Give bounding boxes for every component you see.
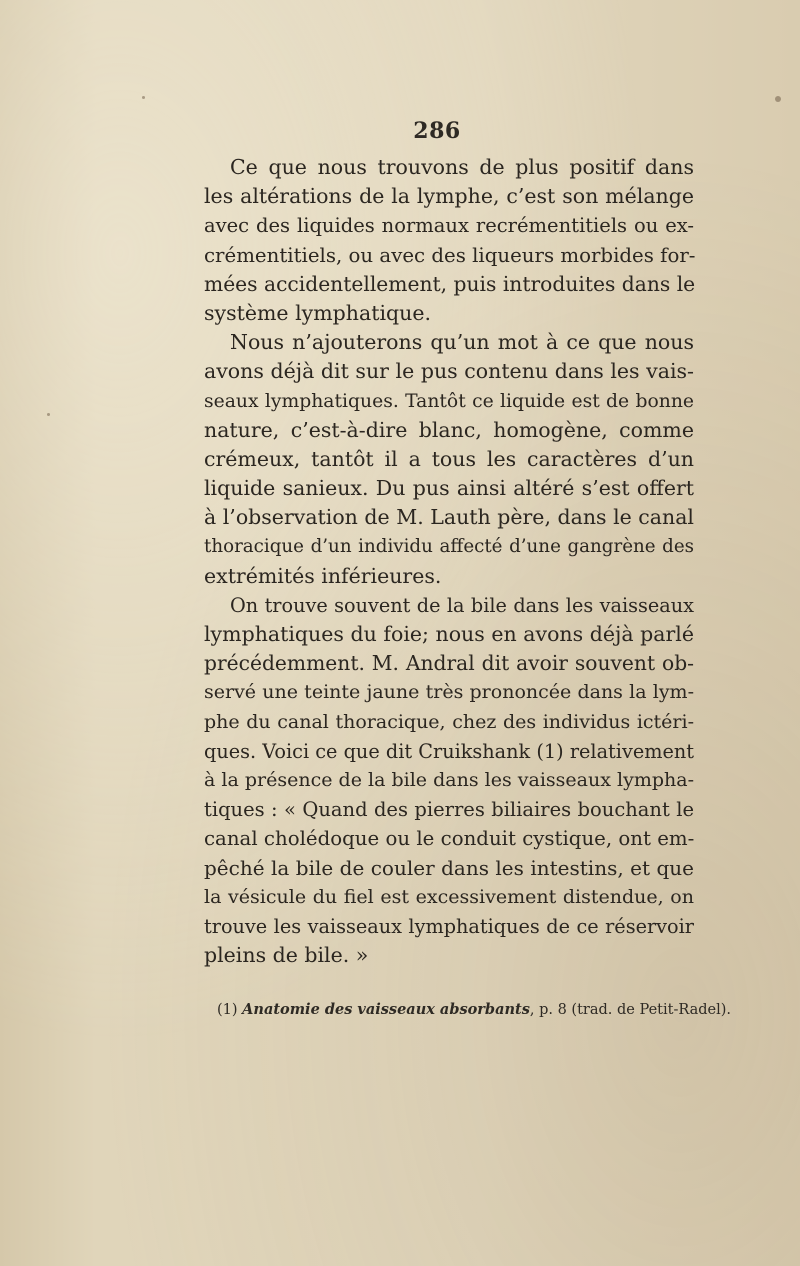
text-line: phe du canal thoracique, chez des individus ictéri- (204, 710, 694, 733)
text-line: lymphatiques du foie; nous en avons déjà parlé (204, 622, 694, 646)
text-line: ques. Voici ce que dit Cruikshank (1) relativement (204, 739, 694, 763)
text-line: la vésicule du fiel est excessivement distendue, on (204, 885, 694, 908)
text-line: liquide sanieux. Du pus ainsi altéré s’est offert (204, 476, 694, 501)
footnote-text: , p. 8 (trad. de Petit-Radel). (529, 1002, 731, 1018)
text-line: avec des liquides normaux recrémentitiels ou ex- (204, 214, 694, 238)
text-line: à l’observation de M. Lauth père, dans le canal (204, 505, 694, 530)
text-line: thoracique d’un individu affecté d’une gangrène des (204, 536, 694, 558)
text-line: crémeux, tantôt il a tous les caractères d’un (204, 446, 694, 471)
text-line: précédemment. M. Andral dit avoir souvent ob- (204, 651, 694, 676)
text-line: canal cholédoque ou le conduit cystique, ont em- (204, 827, 695, 851)
page-number: 286 (413, 118, 461, 144)
text-line: les altérations de la lymphe, c’est son mélange (204, 184, 694, 209)
text-line: servé une teinte jaune très prononcée dans la lym- (204, 681, 694, 704)
text-line: pêché la bile de couler dans les intestins, et que (204, 855, 694, 880)
text-line: à la présence de la bile dans les vaisseaux lympha- (204, 768, 694, 791)
footnote-title: Anatomie des vaisseaux absorbants (242, 1001, 530, 1018)
paragraph-3 (204, 591, 694, 970)
text-line: extrémités inférieures. (204, 563, 442, 588)
paper-speck (47, 413, 50, 416)
text-line: pleins de bile. » (204, 943, 369, 968)
text-line: nature, c’est-à-dire blanc, homogène, comme (204, 417, 694, 442)
text-line: tiques : « Quand des pierres biliaires bouchant le (204, 798, 694, 822)
text-line: trouve les vaisseaux lymphatiques de ce réservoir (204, 914, 694, 938)
footnote (217, 998, 731, 1022)
text-line: Ce que nous trouvons de plus positif dans (230, 155, 694, 179)
text-line: On trouve souvent de la bile dans les vaisseaux (230, 593, 694, 617)
paragraph-1 (204, 153, 694, 328)
text-line: crémentitiels, ou avec des liqueurs morbides for- (204, 243, 696, 267)
text-line: seaux lymphatiques. Tantôt ce liquide est de bonne (204, 390, 694, 412)
text-line: avons déjà dit sur le pus contenu dans les vais- (204, 359, 694, 384)
body-text (204, 153, 694, 970)
paper-speck (142, 96, 145, 99)
text-line: mées accidentellement, puis introduites dans le (204, 271, 696, 296)
text-line: système lymphatique. (204, 300, 431, 325)
footnote-marker: (1) (217, 1002, 238, 1018)
paragraph-2 (204, 328, 694, 591)
paper-speck (775, 96, 781, 102)
text-line: Nous n’ajouterons qu’un mot à ce que nous (230, 330, 694, 355)
